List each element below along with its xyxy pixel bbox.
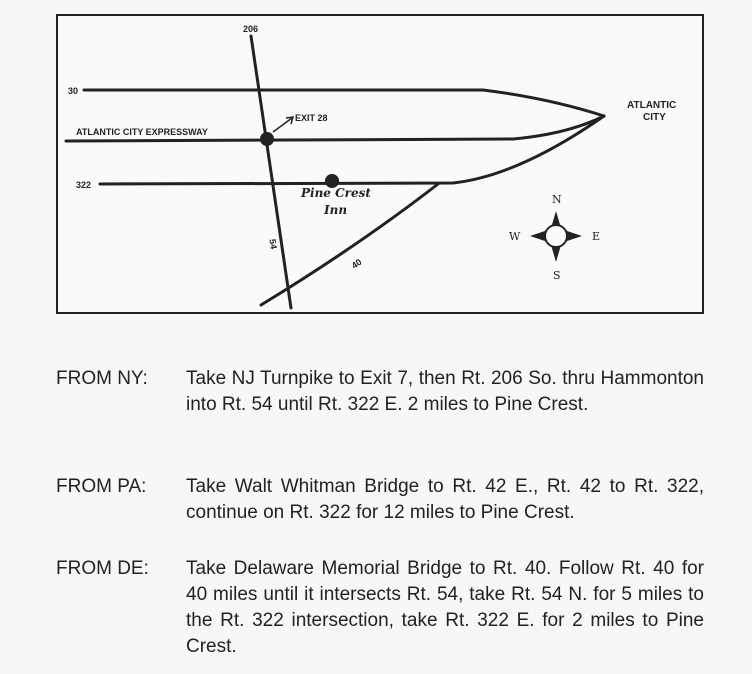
direction-origin-label: FROM DE: (56, 558, 149, 579)
map-canvas (58, 16, 706, 316)
direction-origin-label: FROM PA: (56, 476, 147, 497)
compass-south-label: S (553, 269, 561, 282)
compass-north-label: N (552, 193, 562, 206)
map (56, 14, 704, 314)
direction-text: Take NJ Turnpike to Exit 7, then Rt. 206 So. thru Hammonton into Rt. 54 until Rt. 322 E. 2 miles to Pine Crest. (186, 368, 704, 415)
pine-crest-inn-label-line1: Pine Crest (301, 186, 371, 200)
exit-28-marker (260, 132, 274, 146)
compass-east-label: E (592, 230, 601, 243)
exit-arrow (273, 118, 292, 132)
direction-origin-label: FROM NY: (56, 368, 148, 389)
expressway-label: ATLANTIC CITY EXPRESSWAY (76, 127, 208, 137)
route-40-road (261, 184, 438, 305)
route-30-label: 30 (68, 86, 79, 96)
route-322-label: 322 (76, 180, 92, 190)
pine-crest-inn-label-line2: Inn (324, 203, 348, 217)
route-30-road (84, 90, 604, 116)
route-206-label: 206 (243, 24, 259, 34)
route-206-54-road (251, 36, 291, 308)
atlantic-city-label-line1: ATLANTIC (627, 100, 677, 111)
direction-text: Take Delaware Memorial Bridge to Rt. 40. Follow Rt. 40 for 40 miles until it intersects Rt. 54, take Rt. 54 N. for 5 miles to the Rt. 322 intersection, take Rt. 322 E. for 2 miles to Pine Crest. (186, 558, 704, 657)
route-54-label: 54 (267, 238, 279, 250)
compass-west-label: W (509, 230, 521, 243)
route-40-label: 40 (349, 256, 364, 271)
direction-text: Take Walt Whitman Bridge to Rt. 42 E., Rt. 42 to Rt. 322, continue on Rt. 322 for 12 miles to Pine Crest. (186, 476, 704, 523)
compass-rose-icon (530, 211, 582, 262)
exit-28-label: EXIT 28 (295, 113, 328, 123)
atlantic-city-label-line2: CITY (643, 112, 666, 123)
